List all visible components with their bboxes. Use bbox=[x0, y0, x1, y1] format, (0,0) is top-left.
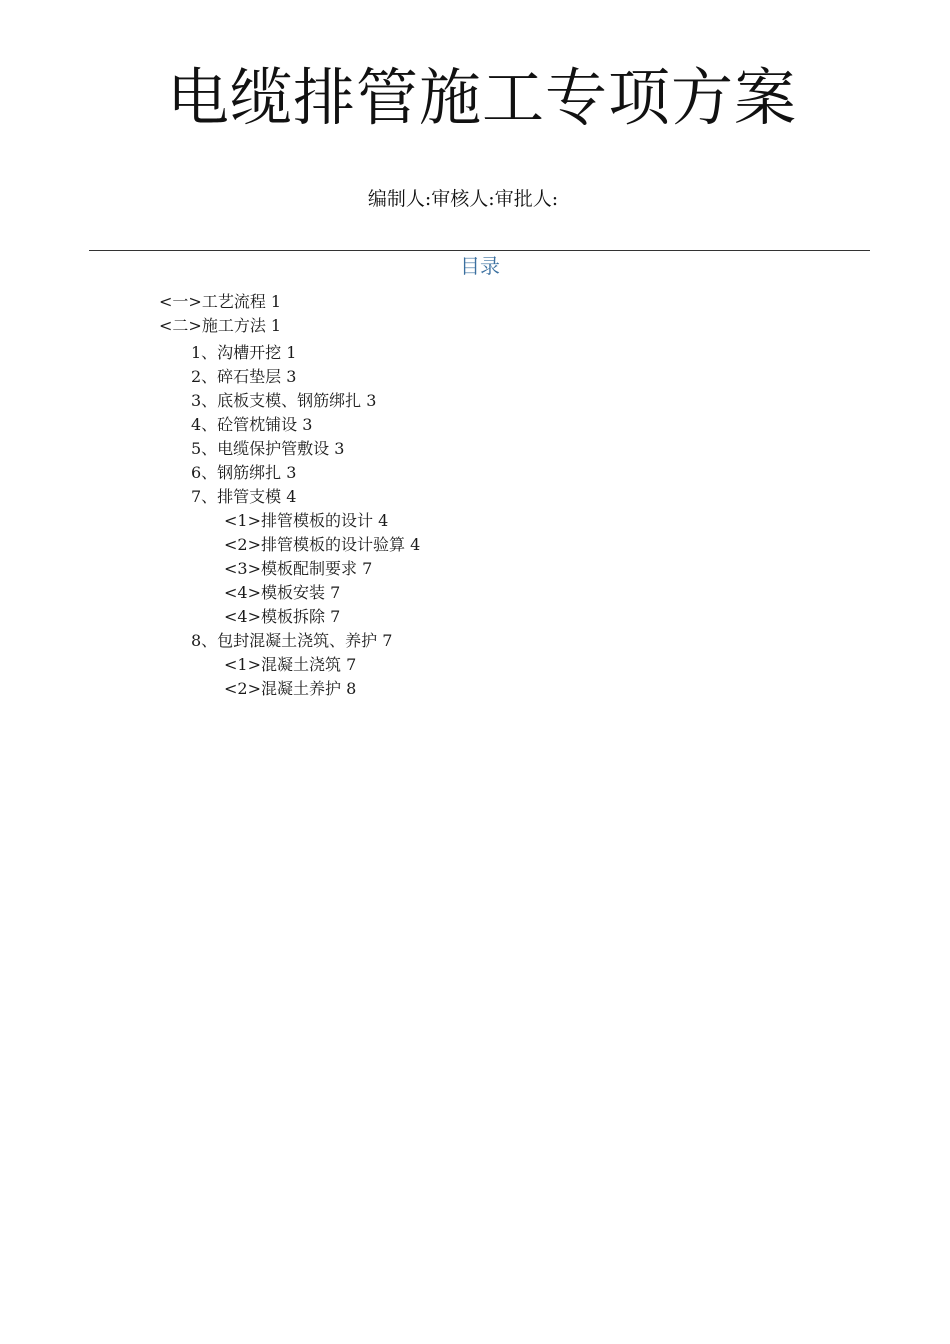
toc-item[interactable]: <2>混凝土养护 8 bbox=[224, 679, 357, 698]
toc-item[interactable]: <1>排管模板的设计 4 bbox=[224, 511, 389, 530]
toc-item[interactable]: 6、钢筋绑扎 3 bbox=[191, 463, 297, 482]
toc-heading: 目录 bbox=[460, 254, 500, 278]
toc-item[interactable]: <4>模板安装 7 bbox=[224, 583, 341, 602]
authors-line: 编制人:审核人:审批人: bbox=[367, 188, 559, 210]
document-title: 电缆排管施工专项方案 bbox=[166, 61, 797, 134]
toc-item[interactable]: <2>排管模板的设计验算 4 bbox=[224, 535, 421, 554]
toc-item[interactable]: 7、排管支模 4 bbox=[191, 487, 297, 506]
toc-item[interactable]: 5、电缆保护管敷设 3 bbox=[191, 439, 345, 458]
toc-item[interactable]: <一>工艺流程 1 bbox=[159, 292, 282, 311]
toc-item[interactable]: <4>模板拆除 7 bbox=[224, 607, 341, 626]
toc-item[interactable]: 4、砼管枕铺设 3 bbox=[191, 415, 313, 434]
toc-item[interactable]: 8、包封混凝土浇筑、养护 7 bbox=[191, 631, 393, 650]
toc-item[interactable]: 3、底板支模、钢筋绑扎 3 bbox=[191, 391, 377, 410]
toc-item[interactable]: <二>施工方法 1 bbox=[159, 316, 282, 335]
toc-item[interactable]: 1、沟槽开挖 1 bbox=[191, 343, 297, 362]
toc-item[interactable]: <3>模板配制要求 7 bbox=[224, 559, 373, 578]
toc-item[interactable]: <1>混凝土浇筑 7 bbox=[224, 655, 357, 674]
divider-line bbox=[89, 250, 870, 251]
toc-item[interactable]: 2、碎石垫层 3 bbox=[191, 367, 297, 386]
